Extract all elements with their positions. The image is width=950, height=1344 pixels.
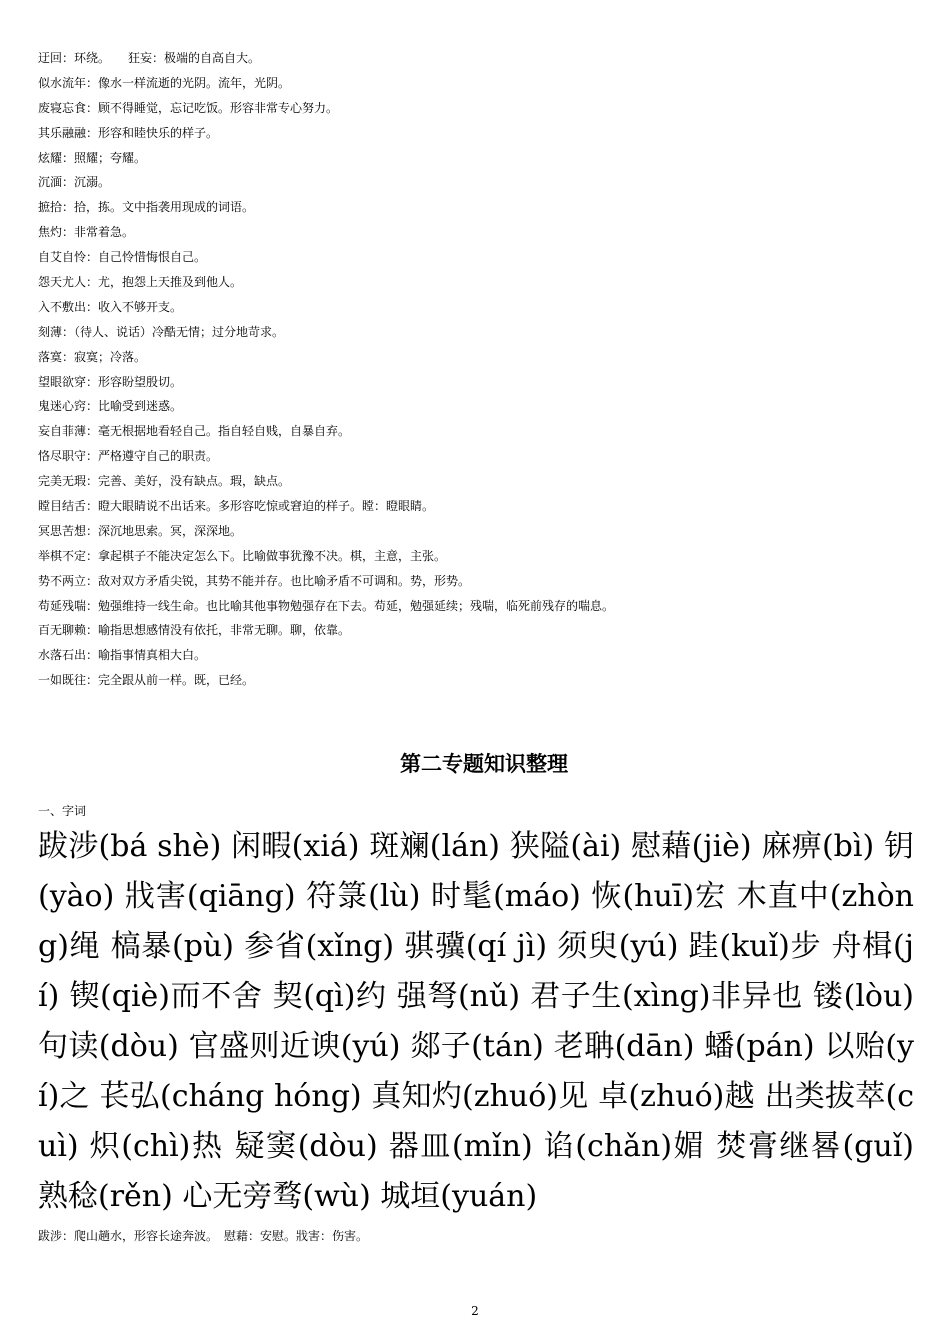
vocabulary-list — [38, 46, 914, 693]
vocabulary-entry: 刻薄：（待人、说话）冷酷无情；过分地苛求。 — [38, 324, 285, 339]
vocabulary-entry: 废寝忘食：顾不得睡觉，忘记吃饭。形容非常专心努力。 — [38, 100, 339, 115]
vocabulary-entry: 冥思苦想：深沉地思索。冥，深深地。 — [38, 523, 243, 538]
vocabulary-entry: 水落石出：喻指事情真相大白。 — [38, 648, 207, 663]
vocabulary-entry: 焦灼：非常着急。 — [38, 225, 135, 240]
vocabulary-entry: 入不敷出：收入不够开支。 — [38, 299, 183, 314]
vocabulary-entry: 一如既往：完全跟从前一样。既，已经。 — [38, 673, 255, 688]
subheading: 一、字词 — [38, 803, 87, 818]
vocabulary-entry: 恪尽职守：严格遵守自己的职责。 — [38, 449, 219, 464]
vocabulary-entry: 落寞：寂寞；冷落。 — [38, 349, 147, 364]
vocabulary-entry: 其乐融融：形容和睦快乐的样子。 — [38, 125, 219, 140]
vocabulary-entry: 势不两立：敌对双方矛盾尖锐，其势不能并存。也比喻矛盾不可调和。势，形势。 — [38, 573, 471, 588]
vocabulary-entry: 完美无瑕：完善、美好，没有缺点。瑕，缺点。 — [38, 474, 291, 489]
section-title: 第二专题知识整理 — [400, 752, 568, 777]
vocabulary-entry: 炫耀：照耀；夸耀。 — [38, 150, 147, 165]
vocabulary-entry: 迂回：环绕。 狂妄：极端的自高自大。 — [38, 51, 261, 65]
page-number: 2 — [471, 1304, 479, 1318]
vocabulary-entry: 沉湎：沉溺。 — [38, 175, 111, 190]
vocabulary-entry: 苟延残喘：勉强维持一线生命。也比喻其他事物勉强存在下去。苟延，勉强延续；残喘，临死前残存的喘息。 — [38, 598, 615, 613]
pinyin-word-list: 跋涉(bá shè) 闲暇(xiá) 斑斓(lán) 狭隘(ài) 慰藉(jiè) 麻痹(bì) 钥(yào) 戕害(qiāng) 符箓(lù) 时髦(máo) 恢(huī)宏 木直中(zhòng)绳 槁暴(pù) 参省(xǐng) 骐骥(qí jì) 须臾(yú) 跬(kuǐ)步 舟楫(jí) 锲(qiè)而不舍 契(qì)约 强弩(nǔ) 君子生(xìng)非异也 镂(lòu) 句读(dòu) 官盛则近谀(yú) 郯子(tán) 老聃(dān) 蟠(pán) 以贻(yí)之 苌弘(cháng hóng) 真知灼(zhuó)见 卓(zhuó)越 出类拔萃(cuì) 炽(chì)热 疑窦(dòu) 器皿(mǐn) 谄(chǎn)媚 焚膏继晷(guǐ) 熟稔(rěn) 心无旁骛(wù) 城垣(yuán) — [38, 828, 914, 1214]
vocabulary-entry: 百无聊赖：喻指思想感情没有依托，非常无聊。聊，依靠。 — [38, 623, 351, 638]
vocabulary-entry: 怨天尤人：尤，抱怨上天推及到他人。 — [38, 275, 243, 290]
vocabulary-entry: 妄自菲薄：毫无根据地看轻自己。指自轻自贱，自暴自弃。 — [38, 424, 351, 439]
vocabulary-entry: 瞠目结舌：瞪大眼睛说不出话来。多形容吃惊或窘迫的样子。瞠：瞪眼睛。 — [38, 499, 435, 514]
vocabulary-entry: 举棋不定：拿起棋子不能决定怎么下。比喻做事犹豫不决。棋，主意，主张。 — [38, 548, 447, 563]
vocabulary-entry: 鬼迷心窍：比喻受到迷惑。 — [38, 399, 183, 414]
definition-footnote: 跋涉：爬山趟水，形容长途奔波。 慰藉：安慰。戕害：伤害。 — [38, 1228, 369, 1243]
vocabulary-entry: 自艾自怜：自己怜惜悔恨自己。 — [38, 250, 207, 265]
vocabulary-entry: 望眼欲穿：形容盼望殷切。 — [38, 374, 183, 389]
vocabulary-entry: 摭拾：拾，拣。文中指袭用现成的词语。 — [38, 200, 255, 215]
vocabulary-entry: 似水流年：像水一样流逝的光阴。流年，光阴。 — [38, 75, 291, 90]
